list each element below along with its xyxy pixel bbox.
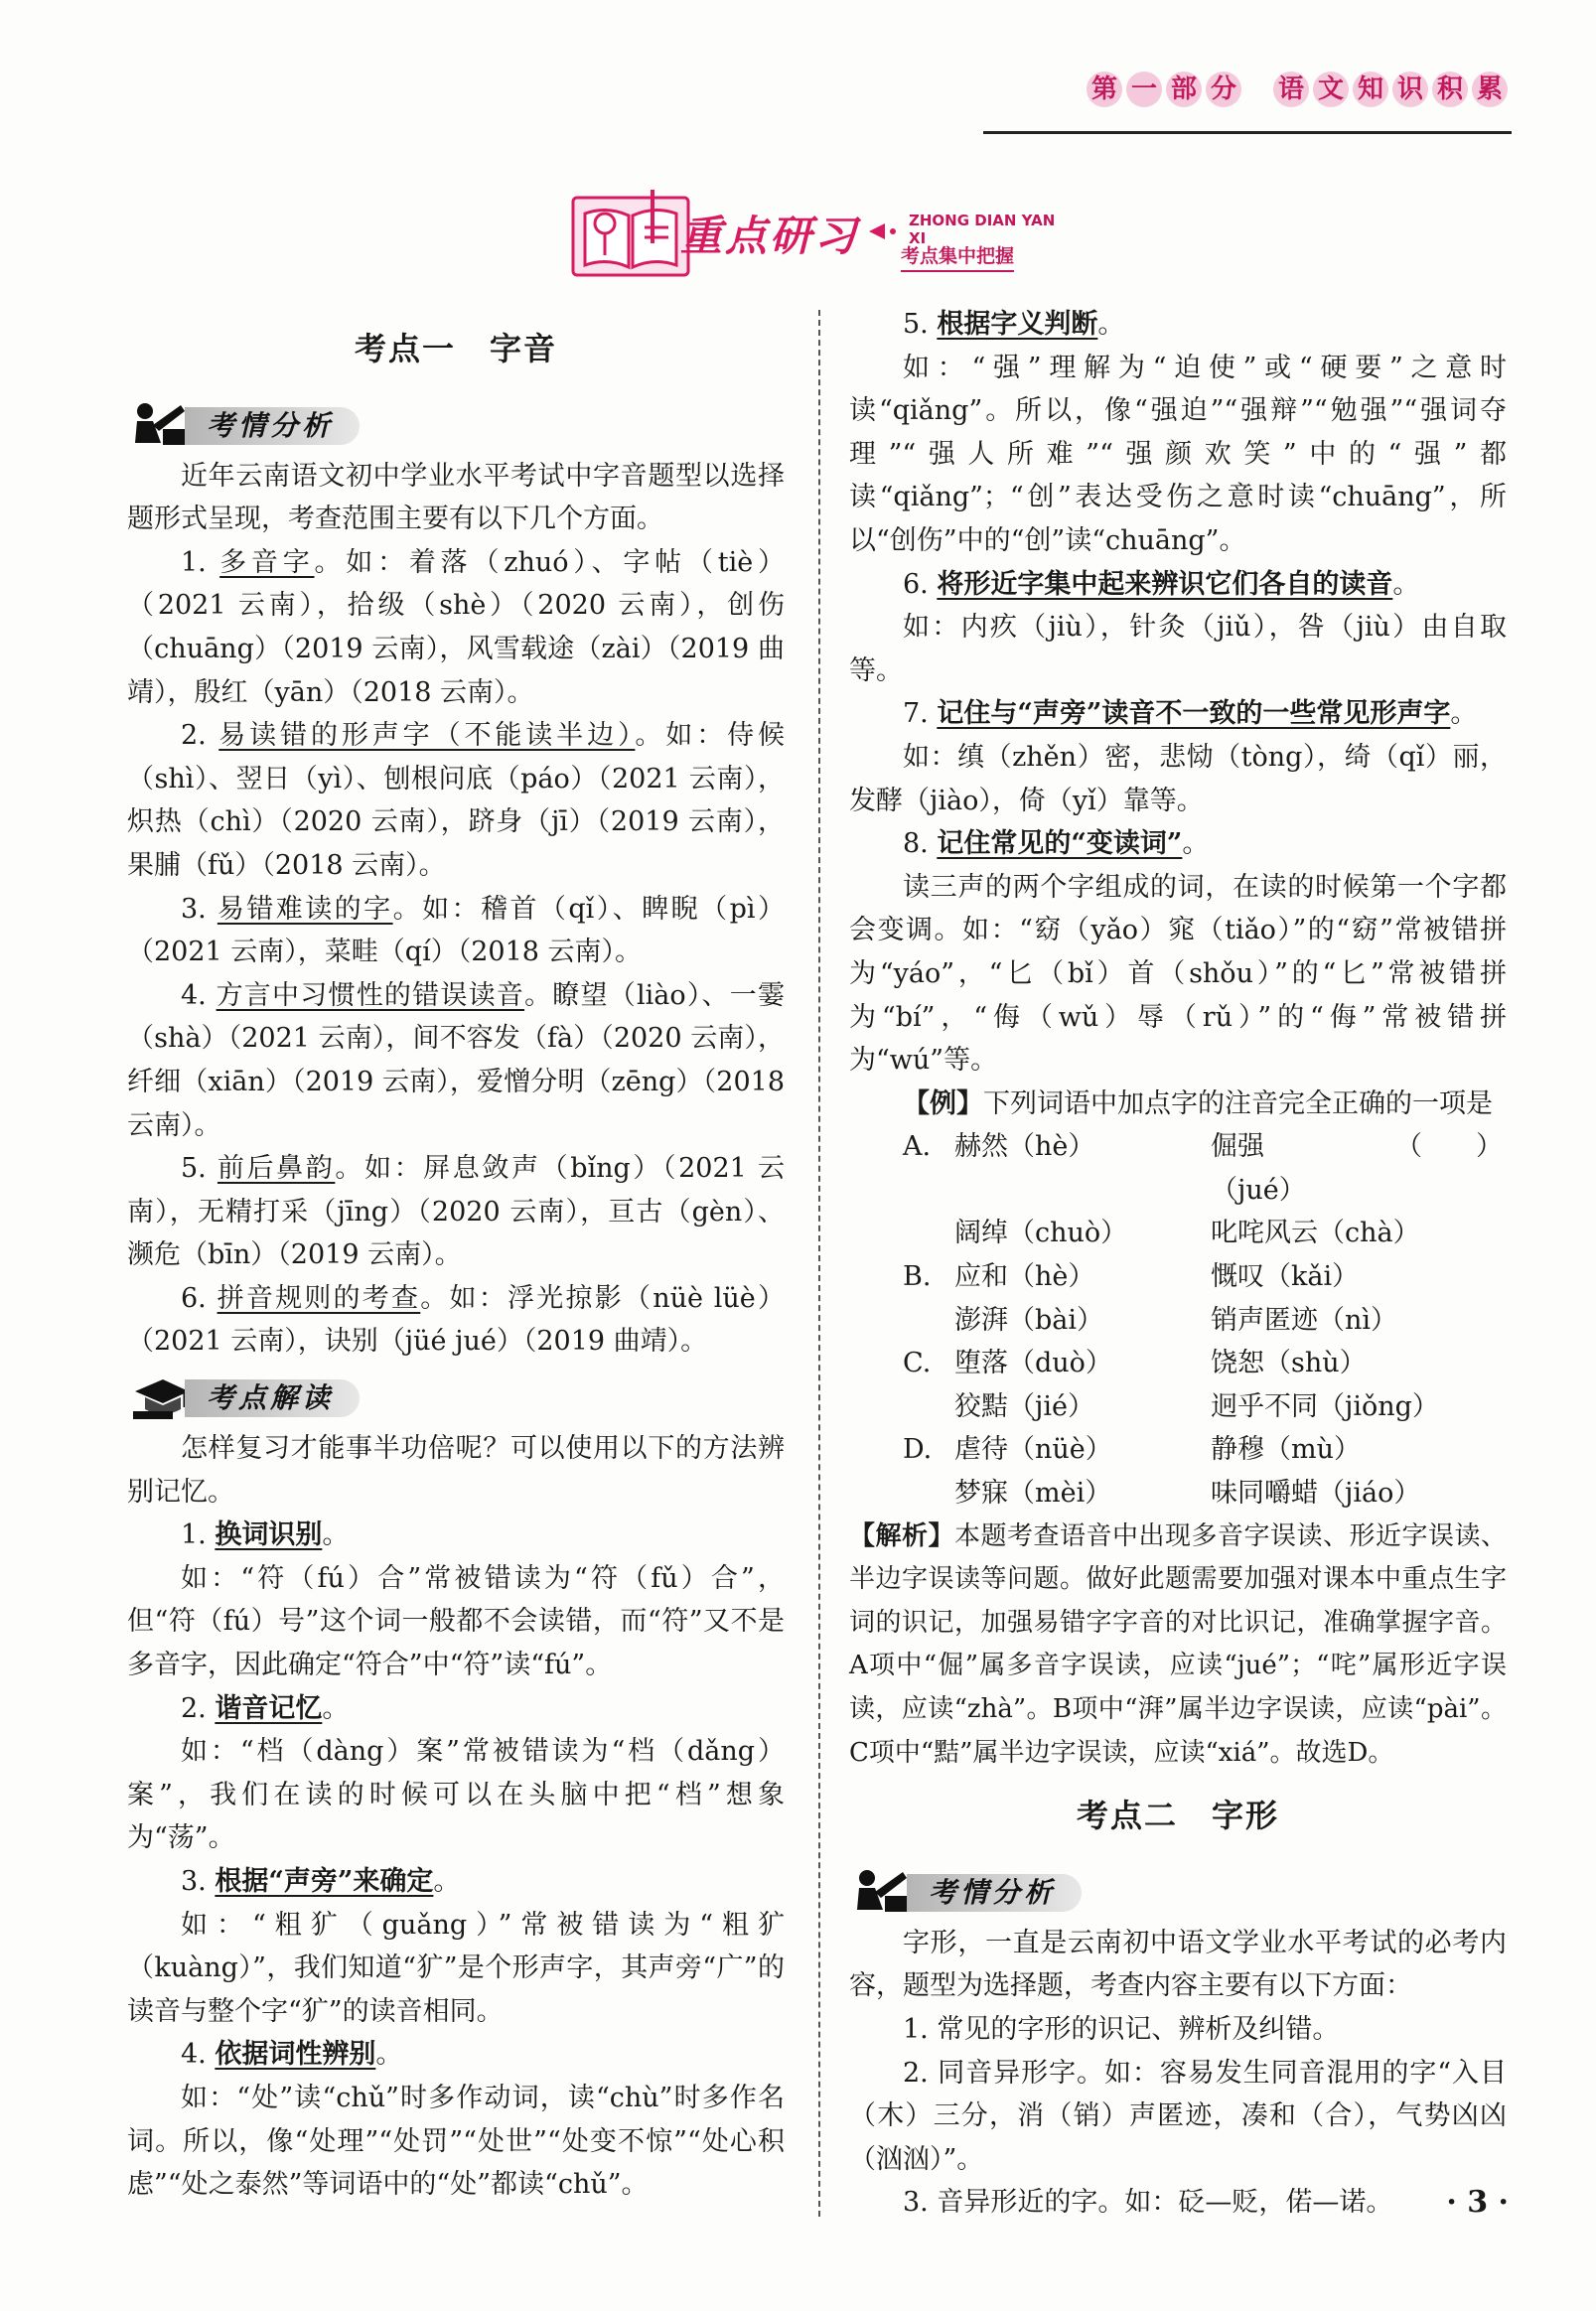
example-question: 【例】下列词语中加点字的注音完全正确的一项是 （ ） (849, 1083, 1507, 1126)
header-char: 文 (1313, 72, 1349, 107)
method-intro: 怎样复习才能事半功倍呢？可以使用以下的方法辨别记忆。 (127, 1433, 785, 1508)
banner-title: 重点研习 (680, 212, 860, 260)
option-a-row2: 阔绰（chuò） 叱咤风云（chà） (954, 1218, 1420, 1249)
method-7-title: 7. 记住与“声旁”读音不一致的一些常见形声字。 (903, 698, 1478, 730)
method-6-body: 如：内疚（jiù），针灸（jiǔ），咎（jiù）由自取等。 (849, 612, 1507, 686)
method-8-title: 8. 记住常见的“变读词”。 (903, 828, 1210, 860)
pron-item-4: 4. 方言中习惯性的错误读音。瞭望（liào）、一霎（shà）（2021 云南），间不容发（fà）（2020 云南），纤细（xiān）（2019 云南），爱憎分明（zēng）（2018 云南）。 (127, 979, 786, 1141)
pron-item-5: 5. 前后鼻韵。如：屏息敛声（bǐng）（2021 云南），无精打采（jīng）（2020 云南），亘古（gèn）、濒危（bīn）（2019 云南）。 (127, 1153, 786, 1271)
option-c-row1: C. 堕落（duò） 饶恕（shù） (903, 1348, 1367, 1379)
option-c-row2: 狡黠（jié） 迥乎不同（jiǒng） (954, 1390, 1439, 1422)
pron-item-6: 6. 拼音规则的考查。如：浮光掠影（nüè lüè）（2021 云南），诀别（jüé jué）（2019 曲靖）。 (127, 1282, 786, 1358)
method-2-body: 如：“档（dàng）案”常被错读为“档（dǎng）案”，我们在读的时候可以在头脑中把“档”想象为“荡”。 (127, 1736, 785, 1854)
section-banner (571, 184, 1068, 278)
book-magnifier-icon (571, 184, 690, 278)
glyph-analysis-badge: 考情分析 (849, 1860, 1507, 1922)
option-d-row1: D. 虐待（nüè） 静穆（mù） (903, 1434, 1361, 1466)
header-subject-tag (1273, 72, 1512, 107)
pron-item-2: 2. 易读错的形声字（不能读半边）。如：侍候（shì）、翌日（yì）、刨根问底（páo）（2021 云南），炽热（chì）（2020 云南），跻身（jī）（2019 云南），果脯（fǔ）（2018 云南）。 (127, 720, 786, 881)
analysis-badge: 考情分析 (127, 393, 785, 455)
answer-slot: （ ） (1395, 1131, 1503, 1163)
method-4-title: 4. 依据词性辨别。 (181, 2039, 403, 2071)
right-column (849, 303, 1507, 2225)
glyph-item-3: 3. 音异形近的字。如：砭—贬，偌—诺。 (903, 2187, 1393, 2219)
method-5-body: 如：“强”理解为“迫使”或“硬要”之意时读“qiǎng”。所以，像“强迫”“强辩”“勉强”“强词夺理”“强人所难”“强颜欢笑”中的“强”都读“qiǎng”；“创”表达受伤之意时读“chuāng”，所以“创伤”中的“创”读“chuāng”。 (849, 352, 1507, 556)
method-4-body: 如：“处”读“chǔ”时多作动词，读“chù”时多作名词。所以，像“处理”“处罚”“处世”“处变不惊”“处心积虑”“处之泰然”等词语中的“处”都读“chǔ”。 (127, 2082, 785, 2201)
header-char: 累 (1472, 72, 1508, 107)
section-title-pronunciation: 考点一 字音 (354, 330, 557, 367)
person-reading-icon (131, 399, 189, 449)
page-number: · 3 · (1446, 2185, 1509, 2220)
header-char: 一 (1126, 72, 1162, 107)
method-7-body: 如：缜（zhěn）密，悲恸（tòng），绮（qǐ）丽，发酵（jiào），倚（yǐ）靠等。 (849, 741, 1507, 816)
section-title-glyph: 考点二 字形 (1076, 1797, 1279, 1835)
method-5-title: 5. 根据字义判断。 (903, 309, 1125, 340)
option-a-row1: A. 赫然（hè） 倔强（jué） (903, 1131, 1306, 1206)
method-3-title: 3. 根据“声旁”来确定。 (181, 1866, 461, 1897)
method-8-body: 读三声的两个字组成的词，在读的时候第一个字都会变调。如：“窈（yǎo）窕（tiǎo）”的“窈”常被错拼为“yáo”，“匕（bǐ）首（shǒu）”的“匕”常被错拼为“bí”，“侮（wǔ）辱（rǔ）”的“侮”常被错拼为“wú”等。 (849, 871, 1507, 1077)
option-b-row1: B. 应和（hè） 慨叹（kǎi） (903, 1261, 1360, 1293)
option-b-row2: 澎湃（bài） 销声匿迹（nì） (954, 1304, 1398, 1336)
intro-paragraph: 近年云南语文初中学业水平考试中字音题型以选择题形式呈现，考查范围主要有以下几个方面。 (127, 460, 785, 535)
graduation-cap-icon (131, 1372, 189, 1421)
method-3-body: 如：“粗犷（guǎng）”常被错读为“粗犷（kuàng）”，我们知道“犷”是个形声字，其声旁“广”的读音与整个字“犷”的读音相同。 (127, 1909, 785, 2027)
banner-subtitle: 考点集中把握 (901, 241, 1014, 272)
arrow-left-icon (869, 221, 899, 241)
interpretation-badge: 考点解读 (127, 1366, 785, 1427)
banner-pinyin: ZHONG DIAN YAN XI (909, 212, 1056, 247)
header-char: 识 (1392, 72, 1428, 107)
person-reading-icon (853, 1866, 911, 1916)
header-rule (983, 131, 1512, 134)
column-divider (818, 310, 820, 2217)
header-char: 第 (1087, 72, 1122, 107)
header-char: 语 (1273, 72, 1309, 107)
left-column (127, 308, 785, 2207)
pron-item-1: 1. 多音字。如：着落（zhuó）、字帖（tiè）（2021 云南），拾级（shè）（2020 云南），创伤（chuāng）（2019 云南），风雪载途（zài）（2019 曲靖），殷红（yān）（2018 云南）。 (127, 546, 786, 708)
example-analysis: 【解析】本题考查语音中出现多音字误读、形近字误读、半边字误读等问题。做好此题需要加强对课本中重点生字词的识记，加强易错字字音的对比识记，准确掌握字音。A项中“倔”属多音字误读，应读“jué”；“咤”属形近字误读，应读“zhà”。B项中“湃”属半边字误读，应读“pài”。C项中“黠”属半边字误读，应读“xiá”。故选D。 (849, 1520, 1507, 1768)
example-options (849, 1125, 1507, 1515)
glyph-intro: 字形，一直是云南初中语文学业水平考试的必考内容，题型为选择题，考查内容主要有以下方面： (849, 1927, 1507, 2002)
header-char: 积 (1432, 72, 1468, 107)
method-2-title: 2. 谐音记忆。 (181, 1692, 350, 1724)
method-1-title: 1. 换词识别。 (181, 1519, 350, 1551)
pron-item-3: 3. 易错难读的字。如：稽首（qǐ）、睥睨（pì）（2021 云南），菜畦（qí）（2018 云南）。 (127, 893, 785, 968)
method-1-body: 如：“符（fú）合”常被错读为“符（fǔ）合”，但“符（fú）号”这个词一般都不会读错，而“符”又不是多音字，因此确定“符合”中“符”读“fú”。 (127, 1562, 785, 1681)
glyph-item-2: 2. 同音异形字。如：容易发生同音混用的字“入目（木）三分，消（销）声匿迹，凑和（合），气势凶凶（汹汹）”。 (849, 2057, 1507, 2175)
header-part-tag (1087, 72, 1245, 107)
glyph-item-1: 1. 常见的字形的识记、辨析及纠错。 (903, 2013, 1340, 2045)
running-header (1087, 72, 1512, 107)
method-6-title: 6. 将形近字集中起来辨识它们各自的读音。 (903, 568, 1420, 600)
header-char: 知 (1353, 72, 1388, 107)
option-d-row2: 梦寐（mèi） 味同嚼蜡（jiáo） (954, 1478, 1421, 1510)
header-char: 分 (1206, 72, 1241, 107)
header-char: 部 (1166, 72, 1202, 107)
